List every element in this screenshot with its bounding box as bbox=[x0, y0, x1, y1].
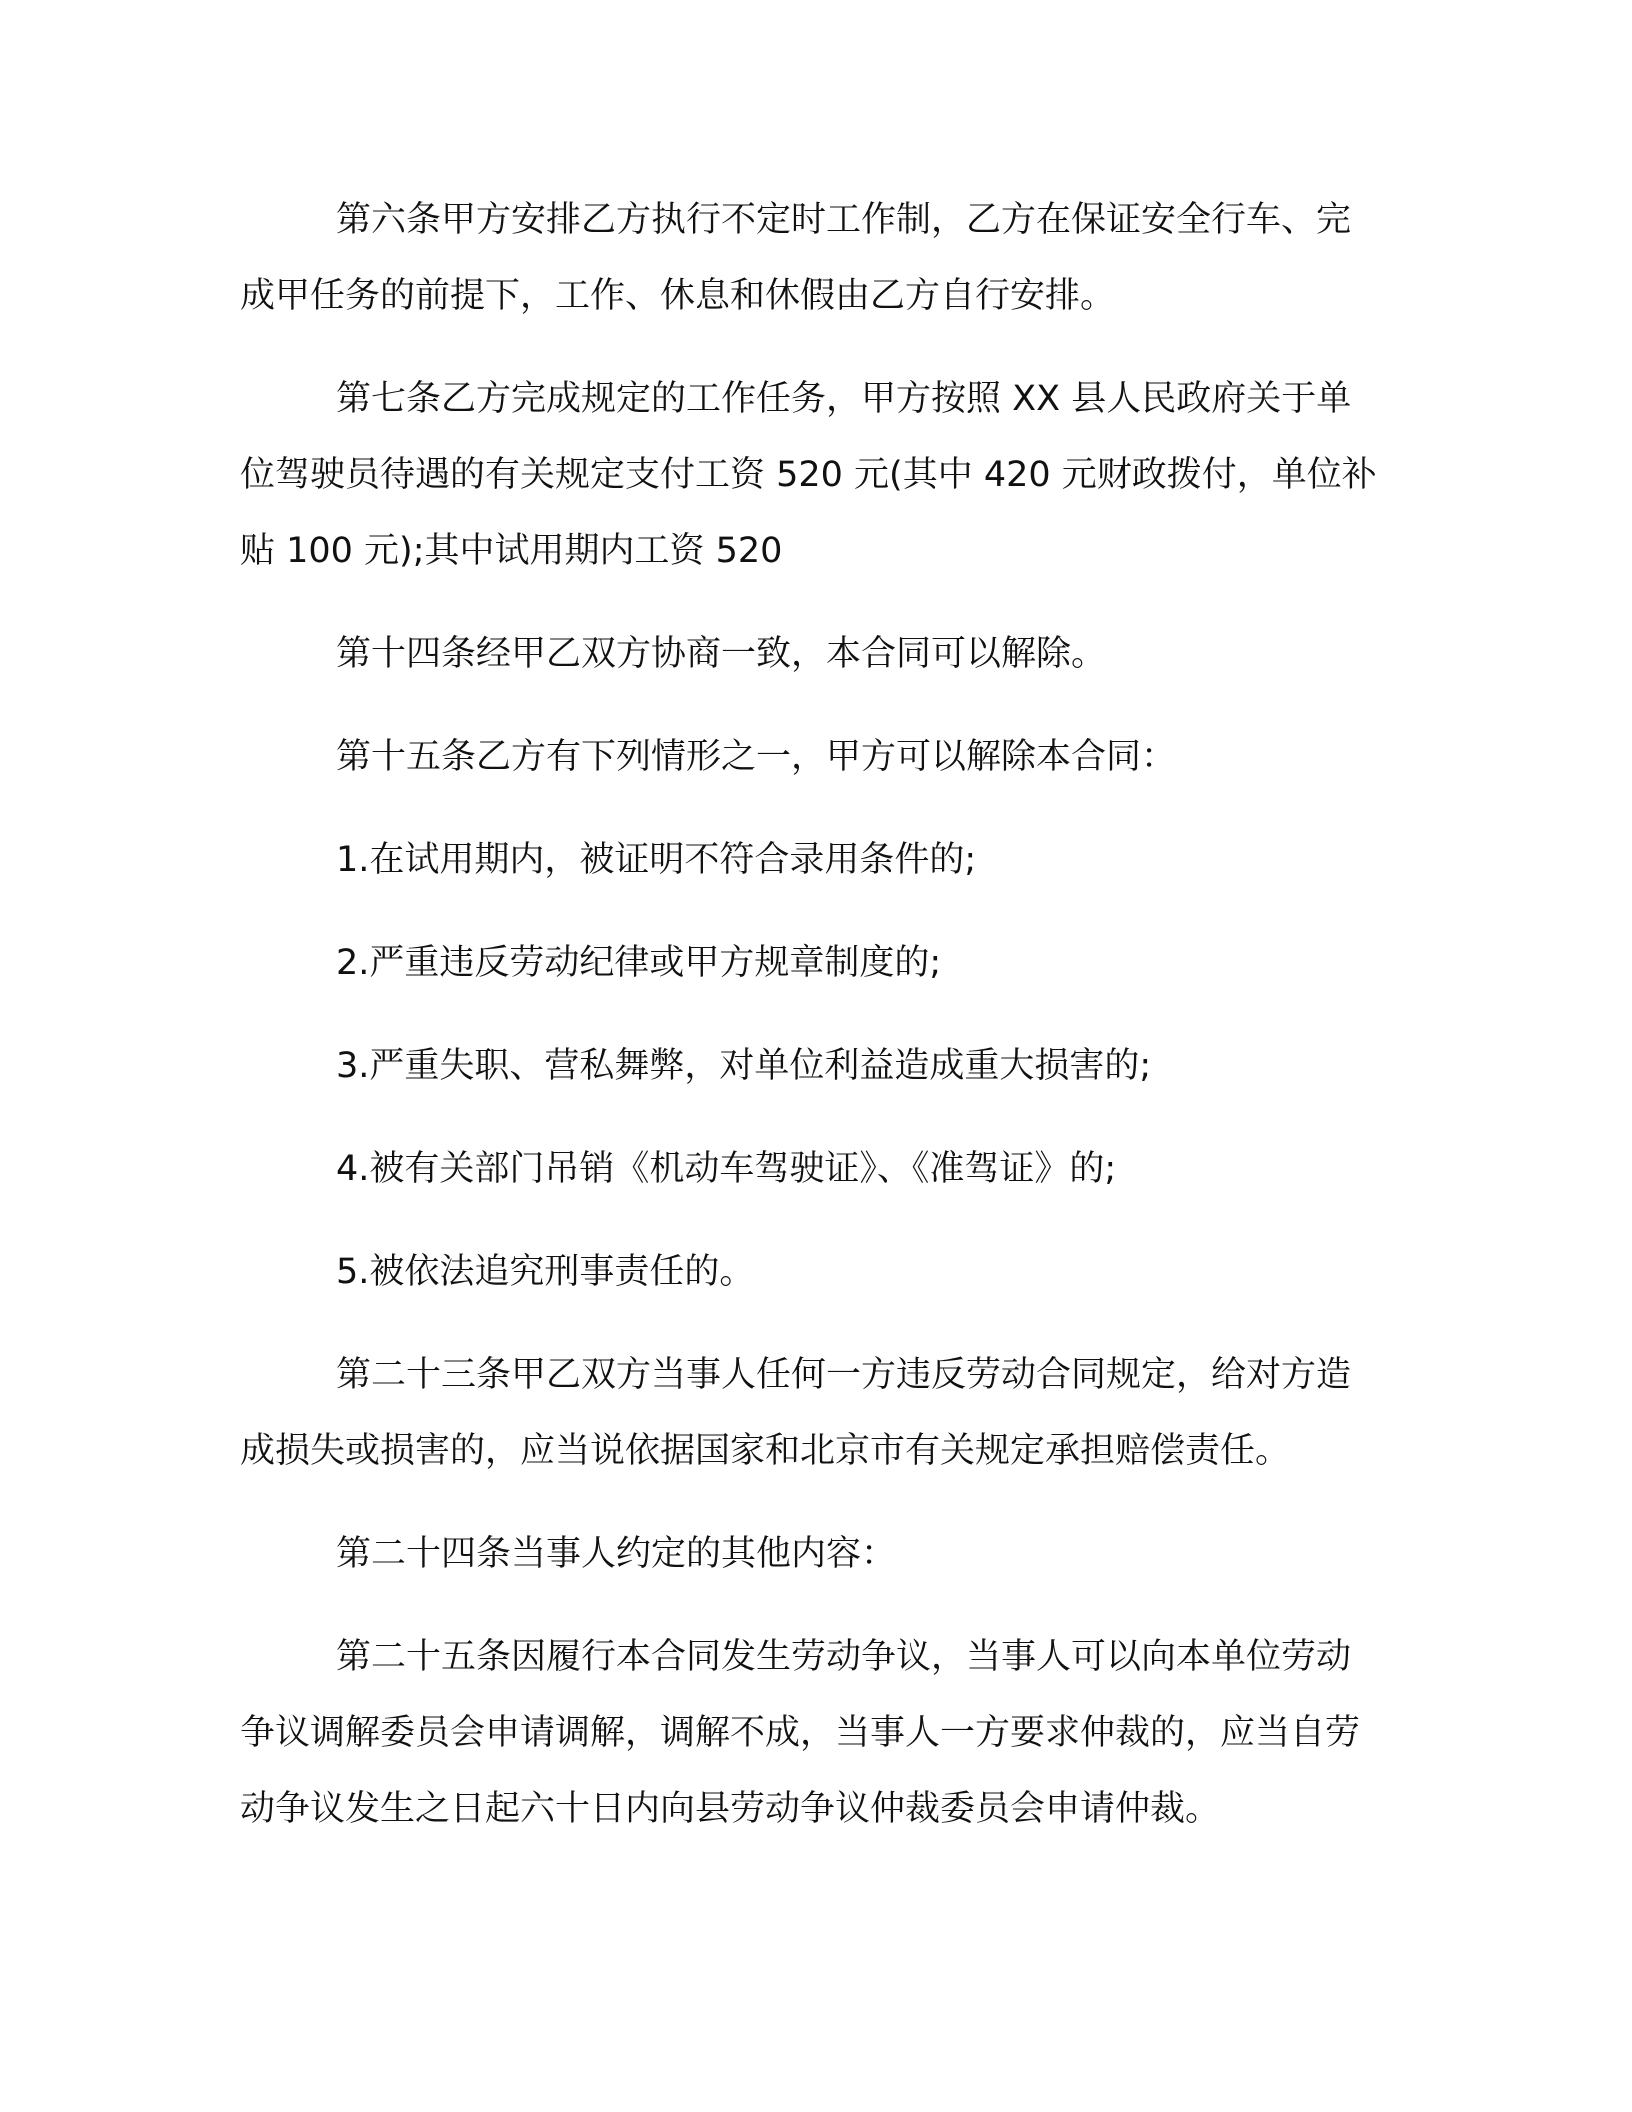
paragraph-article-23: 第二十三条甲乙双方当事人任何一方违反劳动合同规定，给对方造成损失或损害的，应当说依据国家和北京市有关规定承担赔偿责任。 bbox=[240, 1355, 1352, 1471]
list-item-1: 1.在试用期内，被证明不符合录用条件的; bbox=[336, 840, 977, 880]
list-item-4: 4.被有关部门吊销《机动车驾驶证》、《准驾证》的; bbox=[336, 1149, 1117, 1189]
paragraph-article-24: 第二十四条当事人约定的其他内容： bbox=[336, 1534, 897, 1574]
paragraph-article-6: 第六条甲方安排乙方执行不定时工作制，乙方在保证安全行车、完成甲任务的前提下，工作、休息和休假由乙方自行安排。 bbox=[240, 200, 1352, 316]
paragraph-article-14: 第十四条经甲乙双方协商一致，本合同可以解除。 bbox=[336, 634, 1107, 674]
document-body bbox=[240, 182, 1380, 1874]
paragraph-article-15: 第十五条乙方有下列情形之一，甲方可以解除本合同： bbox=[336, 737, 1177, 777]
list-item-2: 2.严重违反劳动纪律或甲方规章制度的; bbox=[336, 943, 942, 983]
paragraph-article-7: 第七条乙方完成规定的工作任务，甲方按照 XX 县人民政府关于单位驾驶员待遇的有关规定支付工资 520 元(其中 420 元财政拨付，单位补贴 100 元);其中试用期内工资 520 bbox=[240, 379, 1377, 571]
list-item-3: 3.严重失职、营私舞弊，对单位利益造成重大损害的; bbox=[336, 1046, 1152, 1086]
list-item-5: 5.被依法追究刑事责任的。 bbox=[336, 1252, 755, 1292]
paragraph-article-25: 第二十五条因履行本合同发生劳动争议，当事人可以向本单位劳动争议调解委员会申请调解，调解不成，当事人一方要求仲裁的，应当自劳动争议发生之日起六十日内向县劳动争议仲裁委员会申请仲裁。 bbox=[240, 1637, 1361, 1829]
